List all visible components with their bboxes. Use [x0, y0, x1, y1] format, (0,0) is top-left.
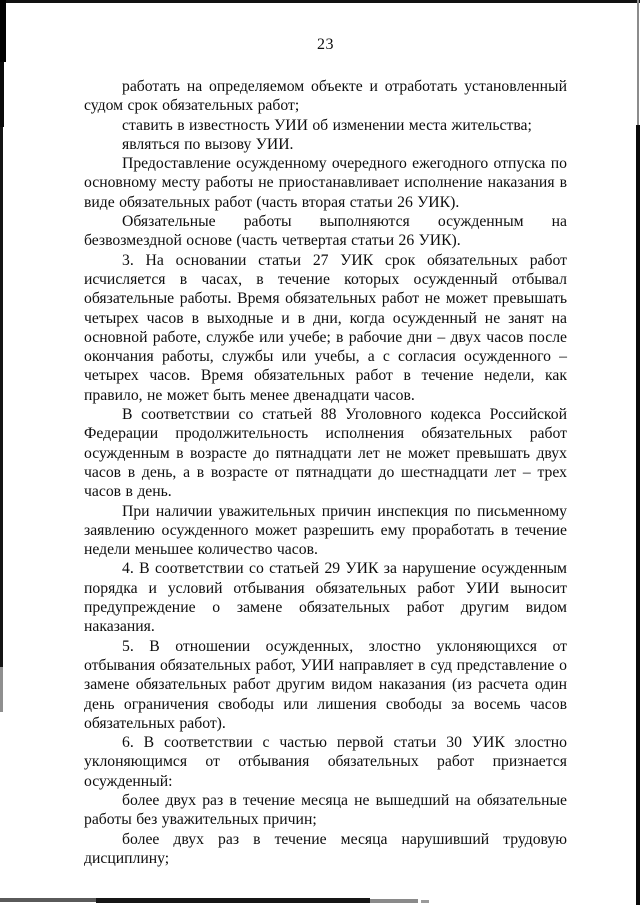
paragraph: Обязательные работы выполняются осужденным на безвозмездной основе (часть четвертая статьи 26 УИК). [84, 213, 567, 250]
scan-edge-left-thin [0, 127, 3, 667]
paragraph: 5. В отношении осужденных, злостно уклоняющихся от отбывания обязательных работ, УИИ направляет в суд представление о замене обязательных работ другим видом наказания (из расчета один день ограничения свободы или лишения свободы за восемь часов обязательных работ). [84, 637, 567, 732]
scan-edge-top [0, 0, 640, 3]
scan-edge-right-dark [636, 125, 640, 905]
scan-edge-right-faded [637, 0, 639, 125]
paragraph: ставить в известность УИИ об изменении места жительства; [122, 116, 532, 134]
paragraph: более двух раз в течение месяца не вышедший на обязательные работы без уважительных причин; [84, 791, 567, 829]
paragraph: Предоставление осужденному очередного ежегодного отпуска по основному месту работы не приостанавливает исполнение наказания в виде обязательных работ (часть вторая статьи 26 УИК). [84, 155, 567, 211]
scan-edge-left-medium [0, 62, 4, 127]
scan-edge-bottom-gray [0, 898, 96, 902]
document-body [84, 77, 567, 868]
paragraph: работать на определяемом объекте и отработать установленный судом срок обязательных работ; [84, 78, 567, 115]
paragraph: являться по вызову УИИ. [122, 135, 294, 153]
page-number: 23 [317, 36, 334, 53]
paragraph: 4. В соответствии со статьей 29 УИК за нарушение осужденным порядка и условий отбывания обязательных работ УИИ выносит предупреждение о замене обязательных работ другим видом наказания. [84, 560, 567, 636]
paragraph: 3. На основании статьи 27 УИК срок обязательных работ исчисляется в часах, в течение которых осужденный отбывал обязательные работы. Время обязательных работ не может превышать четырех часов в выходные и в дни, когда осужденный не занят на основной работе, службе или учебе; в рабочие дни – двух часов после окончания работы, службы или учебы, а с согласия осужденного – четырех часов. Время обязательных работ в течение недели, как правило, не может быть менее двенадцати часов. [84, 251, 567, 404]
scan-edge-left-faded [0, 667, 3, 712]
scan-edge-bottom-speck [421, 900, 429, 903]
paragraph: При наличии уважительных причин инспекция по письменному заявлению осужденного может разрешить ему проработать в течение недели меньшее количество часов. [84, 502, 567, 559]
paragraph: В соответствии со статьей 88 Уголовного кодекса Российской Федерации продолжительность исполнения обязательных работ осужденным в возрасте до пятнадцати лет не может превышать двух часов в день, а в возрасте от пятнадцати до шестнадцати лет – трех часов в день. [84, 406, 567, 501]
paragraph: более двух раз в течение месяца нарушивший трудовую дисциплину; [84, 830, 567, 867]
scan-edge-bottom-dark [96, 898, 370, 903]
scan-edge-bottom-faded [370, 899, 418, 903]
paragraph: 6. В соответствии с частью первой статьи 30 УИК злостно уклоняющимся от отбывания обязательных работ признается осужденный: [84, 734, 567, 790]
scan-edge-left-thick [0, 0, 6, 62]
